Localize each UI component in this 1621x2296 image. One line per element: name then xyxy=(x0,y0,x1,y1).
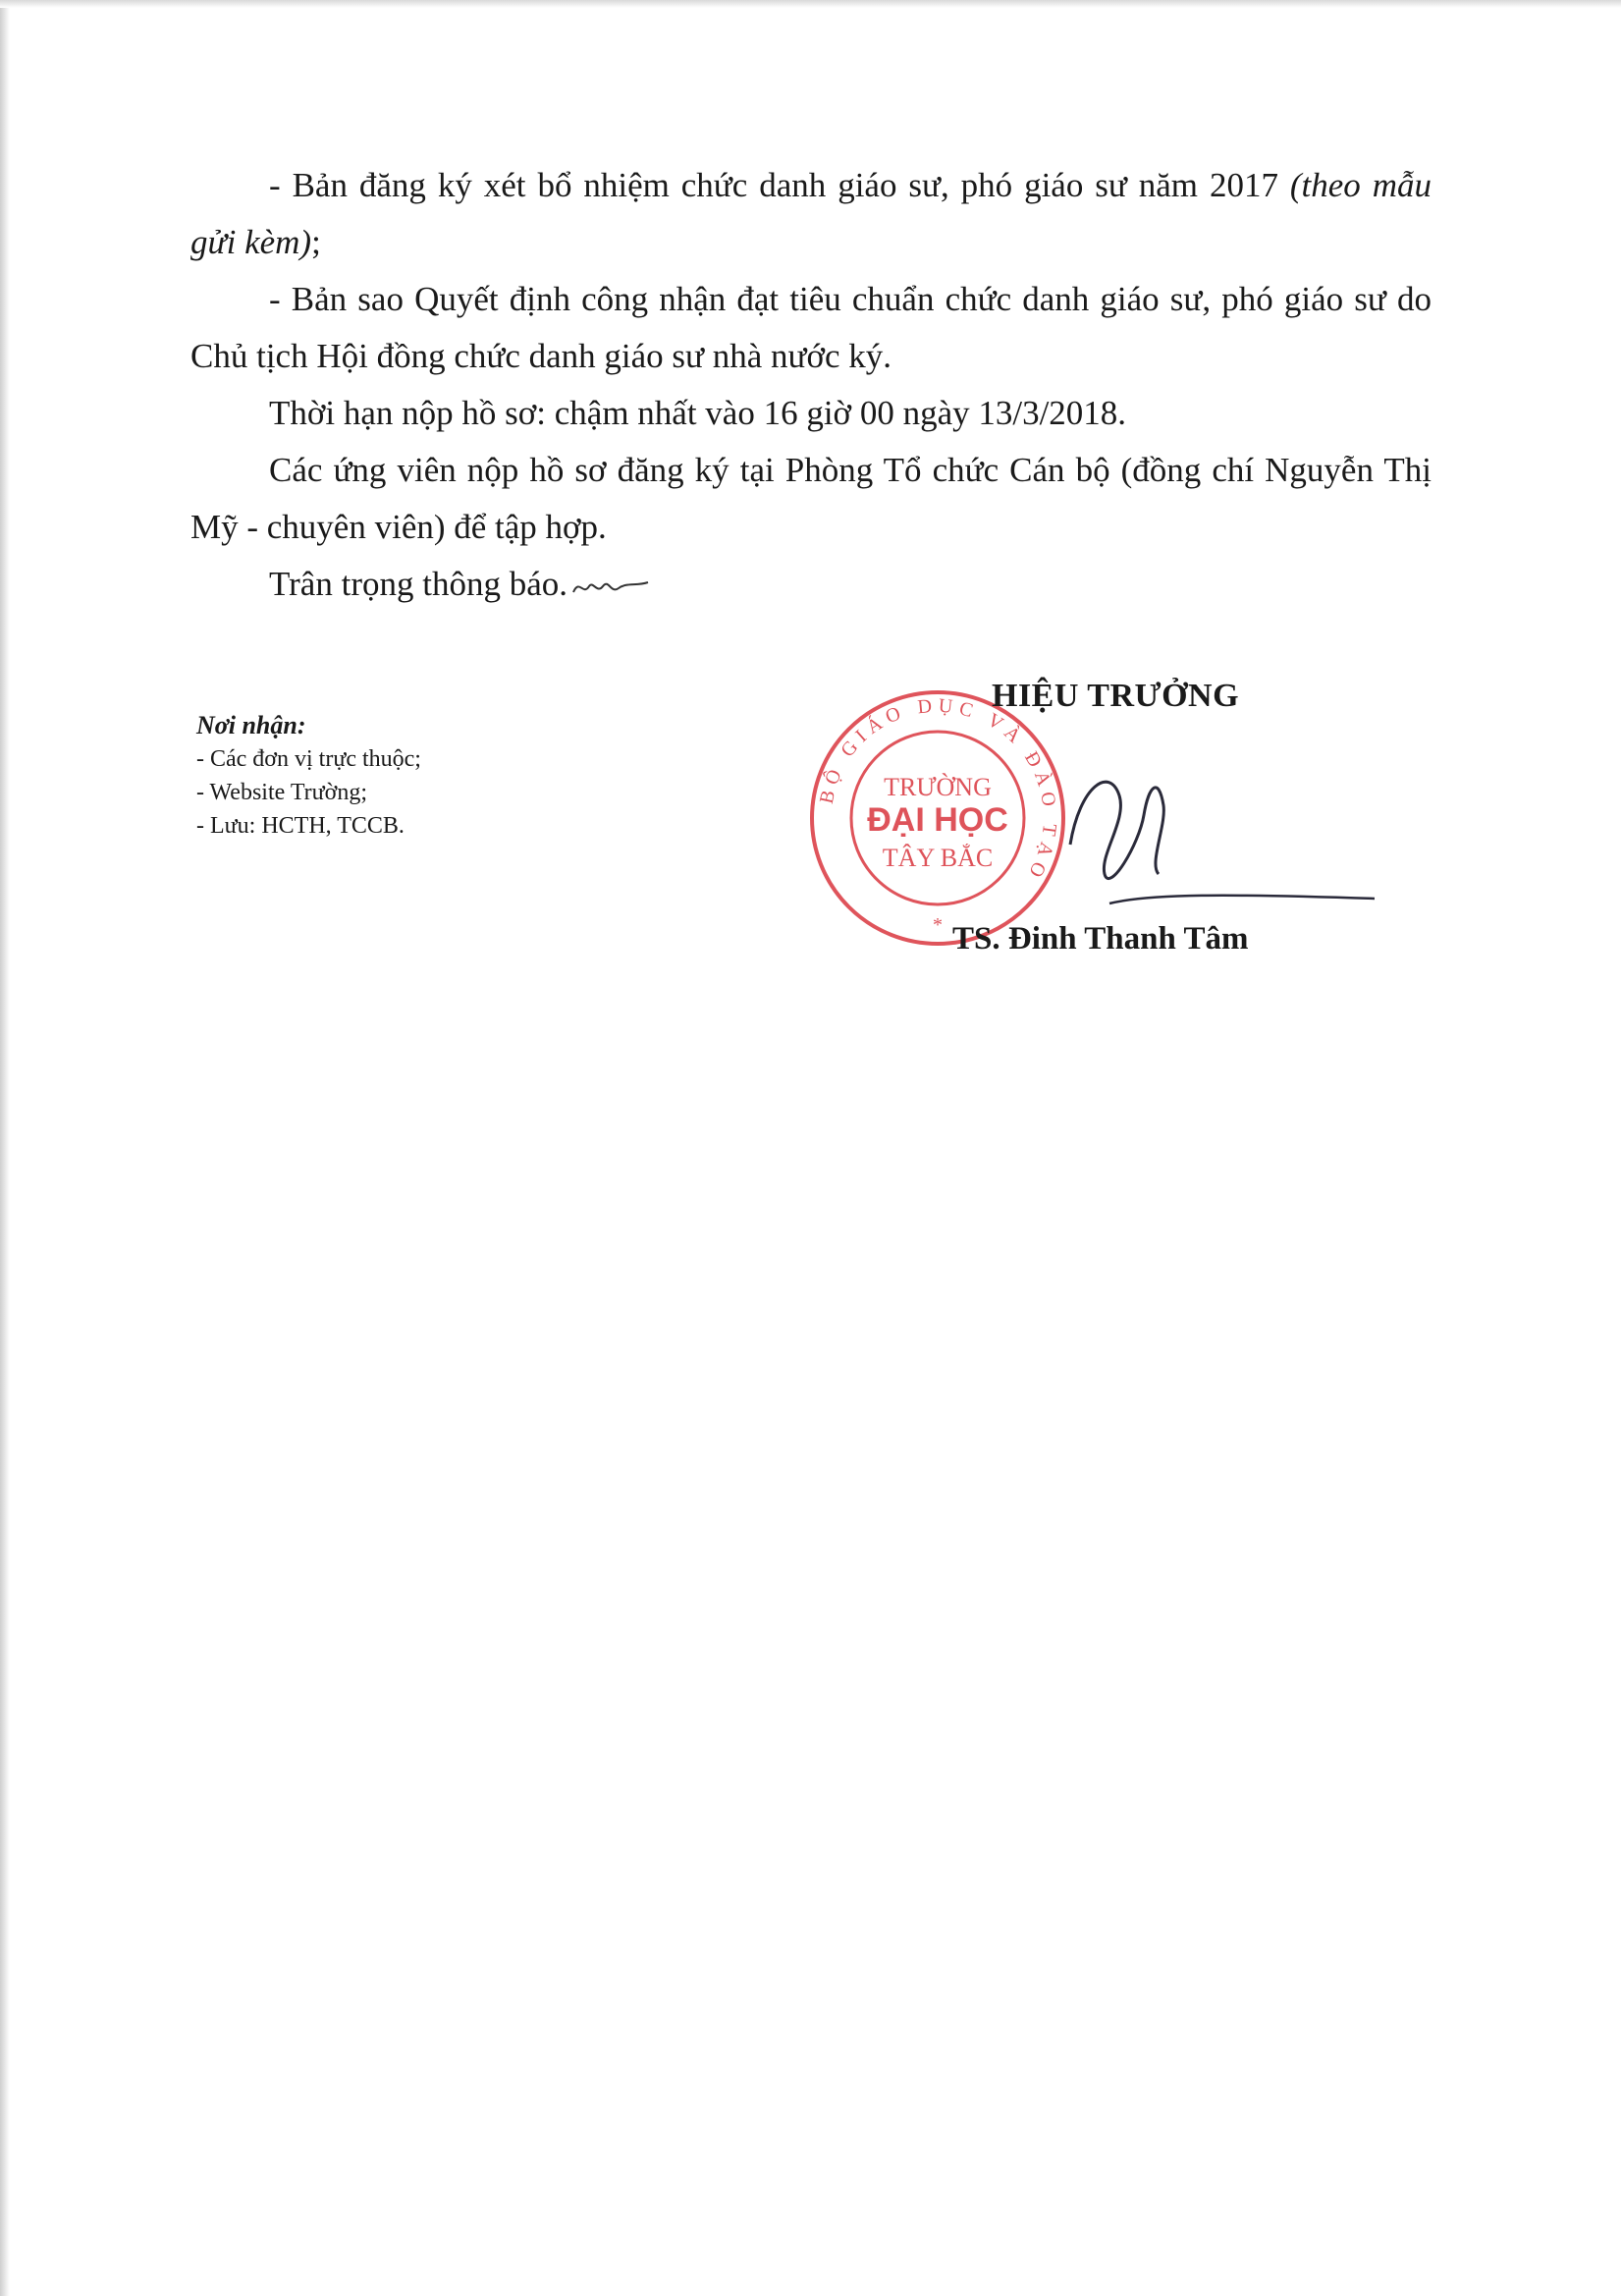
recipients-heading: Nơi nhận: xyxy=(196,711,306,739)
registration-text: - Bản đăng ký xét bổ nhiệm chức danh giáo sư, phó giáo sư năm 2017 xyxy=(269,166,1290,204)
submission-paragraph: Các ứng viên nộp hồ sơ đăng ký tại Phòng Tổ chức Cán bộ (đồng chí Nguyễn Thị Mỹ - chuyên viên) để tập hợp. xyxy=(190,451,1432,546)
requirement-item-registration xyxy=(190,157,1432,271)
scan-edge-left xyxy=(0,0,10,2296)
document-body xyxy=(190,157,1432,613)
closing-text: Trân trọng thông báo. xyxy=(269,565,567,603)
svg-text:TÂY BẮC: TÂY BẮC xyxy=(882,844,994,872)
svg-text:ĐẠI HỌC: ĐẠI HỌC xyxy=(867,801,1008,839)
initial-scribble xyxy=(571,573,650,602)
recipient-item: - Website Trường; xyxy=(196,780,368,805)
recipient-item: - Các đơn vị trực thuộc; xyxy=(196,746,421,772)
signer-title: HIỆU TRƯỞNG xyxy=(992,678,1240,714)
closing-paragraph xyxy=(190,556,1432,613)
handwritten-signature xyxy=(1051,727,1384,923)
svg-text:*: * xyxy=(933,914,943,936)
recipient-item: - Lưu: HCTH, TCCB. xyxy=(196,813,405,839)
scan-edge-top xyxy=(0,0,1621,8)
svg-text:TRƯỜNG: TRƯỜNG xyxy=(884,773,992,801)
svg-text:BỘ GIÁO DỤC VÀ ĐÀO TẠO: BỘ GIÁO DỤC VÀ ĐÀO TẠO xyxy=(815,694,1061,887)
registration-end: ; xyxy=(311,223,321,261)
registration-note: (theo mẫu gửi kèm) xyxy=(190,166,1432,261)
deadline-paragraph: Thời hạn nộp hồ sơ: chậm nhất vào 16 giờ 00 ngày 13/3/2018. xyxy=(269,394,1127,432)
signature-block xyxy=(805,668,1414,982)
recipients-block xyxy=(196,709,687,843)
signer-name: TS. Đinh Thanh Tâm xyxy=(952,921,1249,957)
requirement-item-copy: - Bản sao Quyết định công nhận đạt tiêu chuẩn chức danh giáo sư, phó giáo sư do Chủ tịch Hội đồng chức danh giáo sư nhà nước ký. xyxy=(190,280,1432,375)
official-seal xyxy=(805,685,1070,951)
